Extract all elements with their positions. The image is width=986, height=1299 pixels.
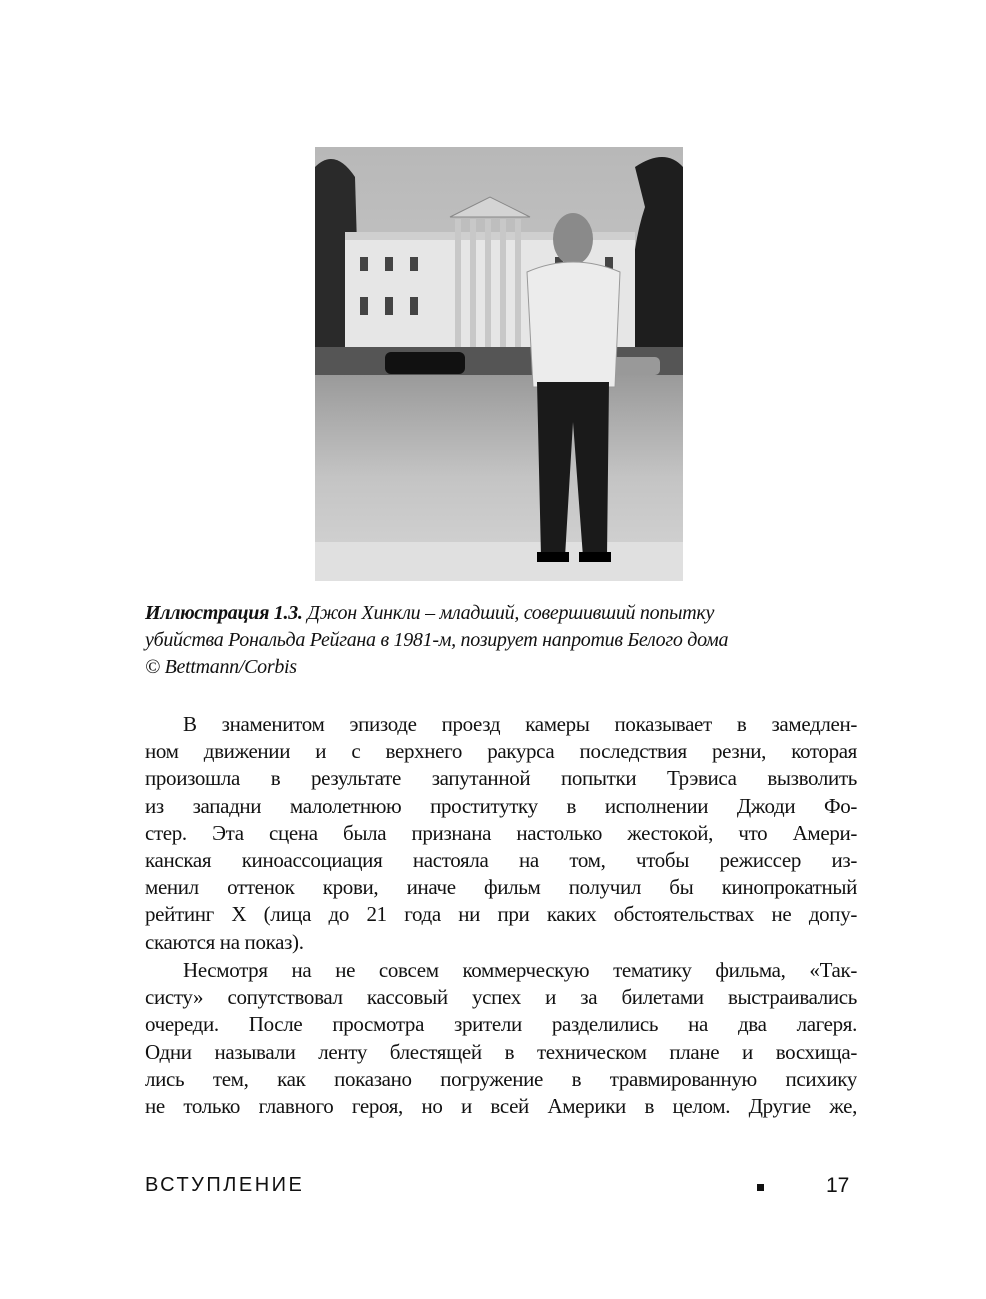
page-number: 17 xyxy=(826,1174,850,1197)
caption-line: убийства Рональда Рейгана в 1981-м, позирует напротив Белого дома xyxy=(145,629,729,651)
text-line: рейтинг X (лица до 21 года ни при каких обстоятельствах не допу- xyxy=(145,902,857,927)
running-footer-section: ВСТУПЛЕНИЕ xyxy=(145,1174,305,1196)
text-line: не только главного героя, но и всей Америки в целом. Другие же, xyxy=(145,1093,857,1118)
text-line: произошла в результате запутанной попытки Трэвиса вызволить xyxy=(145,766,857,791)
text-line: ном движении и с верхнего ракурса последствия резни, которая xyxy=(145,739,857,764)
text-line: менил оттенок крови, иначе фильм получил бы кинопрокатный xyxy=(145,875,857,900)
text-line: лись тем, как показано погружение в травмированную психику xyxy=(145,1066,857,1091)
text-line: В знаменитом эпизоде проезд камеры показывает в замедлен- xyxy=(183,712,857,736)
photo-hinckley-white-house xyxy=(315,147,683,581)
footer-bullet-icon xyxy=(757,1184,764,1191)
caption-line: Джон Хинкли – младший, совершивший попытку xyxy=(302,602,715,624)
caption-label: Иллюстрация 1.3. xyxy=(145,602,303,624)
text-line: Одни называли ленту блестящей в техническом плане и восхища- xyxy=(145,1039,857,1064)
paragraph-1 xyxy=(145,711,857,956)
text-line: скаются на показ). xyxy=(145,929,304,954)
text-line: из западни малолетнюю проститутку в исполнении Джоди Фо- xyxy=(145,793,857,818)
caption-credit: © Bettmann/Corbis xyxy=(145,656,297,678)
text-line: стер. Эта сцена была признана настолько жестокой, что Амери- xyxy=(145,820,857,845)
text-line: очереди. После просмотра зрители разделились на два лагеря. xyxy=(145,1012,857,1037)
text-line: систу» сопутствовал кассовый успех и за билетами выстраивались xyxy=(145,985,857,1010)
text-line: канская киноассоциация настояла на том, чтобы режиссер из- xyxy=(145,847,857,872)
paragraph-2 xyxy=(145,957,857,1120)
text-line: Несмотря на не совсем коммерческую тематику фильма, «Так- xyxy=(183,958,857,982)
figure-caption xyxy=(145,600,857,681)
